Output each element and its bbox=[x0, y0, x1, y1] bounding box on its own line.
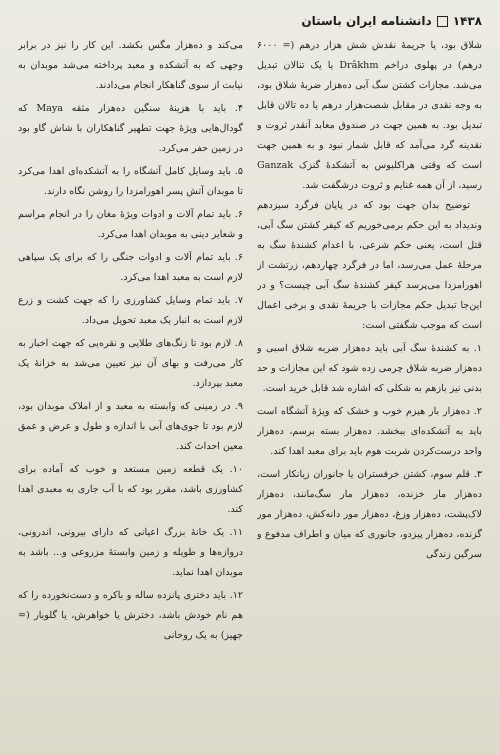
paragraph: شلاق بود، یا جریمهٔ نقدش شش هزار درهم (= ۶۰۰۰ درهم) در پهلوی دراخم Drâkhm یا یک تنالان تبدیل می‌شد. مجازات کشتن سگ آبی ده‌هزار ضربهٔ شلاق بود، به وجه نقدی در مقابل شصت‌هزار درهم یا ده تالان قابل تبدیل بود. به همین جهت در صندوق معابد آنقدر ثروت و نقدینه گرد می‌آمد که قابل شمار نبود و به همین جهت است که وقتی هراکلیوس به آتشکدهٔ گنزک Ganzak رسید، از آن همه غنایم و ثروت درشگفت شد. bbox=[257, 40, 482, 191]
text-columns bbox=[18, 36, 482, 747]
square-ornament-icon bbox=[437, 16, 448, 27]
list-item: ۲. ده‌هزار بار هیزم خوب و خشک که ویژهٔ آتشگاه است باید به آتشکده‌ای ببخشد. ده‌هزار بسته برسم، ده‌هزار واحد درست‌کردن شربت هوم باید برای معبد اهدا کند. bbox=[257, 406, 482, 457]
paragraph: می‌کند و ده‌هزار مگس بکشد. این کار را نیز در برابر وجهی که به آتشکده و معبد پرداخته می‌شد موبدان به نیابت از سوی گناهکار انجام می‌دادند. bbox=[18, 40, 243, 91]
list-item: ۳. قلم سوم، کشتن خرفستران یا جانوران زیانکار است، ده‌هزار مار خزنده، ده‌هزار مار سگ‌مانند، ده‌هزار لاک‌پشت، ده‌هزار وزغ، ده‌هزار مور دانه‌کش، ده‌هزار مور گزنده، ده‌هزار پیزدو، جانوری که میان و اطراف مدفوع و سرگین زندگی bbox=[257, 469, 482, 560]
list-item: ۱۰. یک قطعه زمین مستعد و خوب که آماده برای کشاورزی باشد، مقرر بود که با آب جاری به معبدی اهدا کند. bbox=[18, 464, 243, 515]
left-column bbox=[18, 36, 243, 747]
list-item: ۴. باید با هزینهٔ سنگین ده‌هزار مثقه Maya که گودال‌هایی ویژهٔ جهت تطهیر گناهکاران با شاش گاو بود در زمین حفر می‌کرد. bbox=[18, 103, 243, 154]
list-item: ۱۱. یک خانهٔ بزرگ اعیانی که دارای بیرونی، اندرونی، دروازه‌ها و طویله و زمین وابستهٔ مزروعی و... باشد به موبدان اهدا نماید. bbox=[18, 527, 243, 578]
running-head bbox=[301, 14, 482, 28]
paragraph: توضیح بدان جهت بود که در پایان فرگرد سیزدهم وندیداد به این حکم برمی‌خوریم که کیفر کشتن سگ آبی، قتل است، یعنی حکم شرعی، با اعدام کشندهٔ سگ به مرحلهٔ عمل می‌رسد، اما در فرگرد چهاردهم، زرتشت از اهورامزدا می‌پرسد کیفر کشندهٔ سگ آبی چیست؟ و در این‌جا تبدیل حکم مجازات با جریمهٔ نقدی و برخی اعمال است که موجب شگفتی است: bbox=[257, 200, 482, 331]
list-item: ۹. در زمینی که وابسته به معبد و از املاک موبدان بود، لازم بود تا جوی‌های آبی با اندازه و طول و عرض و عمق معین احداث کند. bbox=[18, 401, 243, 452]
list-item: ۱. به کشندهٔ سگ آبی باید ده‌هزار ضربه شلاق اسبی و ده‌هزار ضربه شلاق چرمی زده شود که این مجازات و حد بدنی نیز بازهم به شکلی که اشاره شد قابل خرید است. bbox=[257, 343, 482, 394]
page-header bbox=[18, 12, 482, 36]
right-column bbox=[257, 36, 482, 747]
page-number: ۱۴۳۸ bbox=[452, 14, 482, 28]
list-item: ۱۲. باید دختری پانزده ساله و باکره و دست‌نخورده را که هم نام خودش باشد، دخترش یا خواهرش، یا گلوبار (= جهیز) به یک روحانی bbox=[18, 590, 243, 641]
book-title: دانشنامه ایران باستان bbox=[301, 14, 432, 28]
list-item: ۶. باید تمام آلات و ادوات جنگی را که برای یک سپاهی لازم است به معبد اهدا می‌کرد. bbox=[18, 252, 243, 283]
list-item: ۵. باید وسایل کامل آتشگاه را به آتشکده‌ای اهدا می‌کرد تا موبدان آتش پسر اهورامزدا را روشن نگاه دارند. bbox=[18, 166, 243, 197]
list-item: ۶. باید تمام آلات و ادوات ویژهٔ مغان را در انجام مراسم و شعایر دینی به موبدان اهدا می‌کرد. bbox=[18, 209, 243, 240]
list-item: ۸. لازم بود تا زنگ‌های طلایی و نقره‌یی که جهت اخبار به کار می‌رفت و بهای آن نیز تعیین می‌شد به خزانهٔ یک معبد بپردازد. bbox=[18, 338, 243, 389]
list-item: ۷. باید تمام وسایل کشاورزی را که جهت کشت و زرع لازم است به انبار یک معبد تحویل می‌داد. bbox=[18, 295, 243, 326]
